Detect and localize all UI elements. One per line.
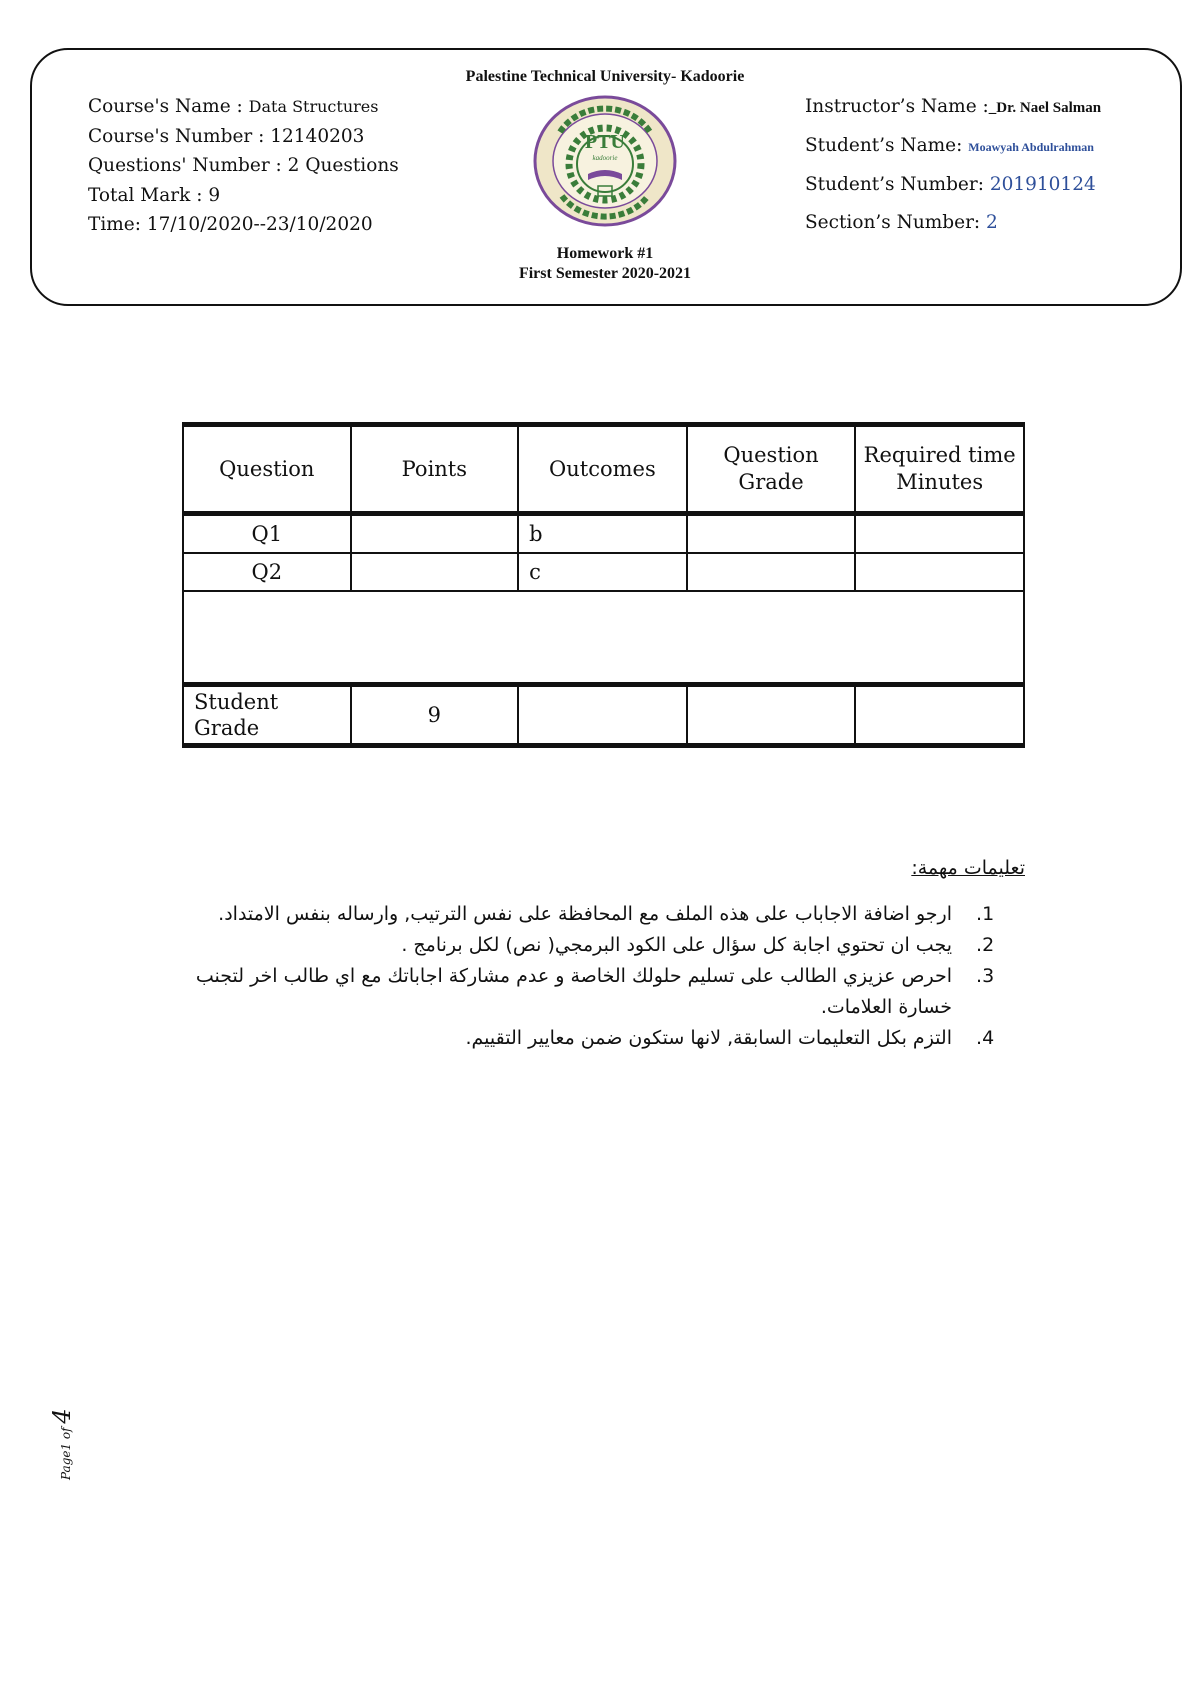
university-name: Palestine Technical University- Kadoorie [465,68,745,85]
time-cell[interactable] [855,514,1024,554]
total-pages: 4 [48,1408,76,1424]
logo-subtext: kadoorie [592,154,618,162]
questions-number: 2 Questions [287,155,399,176]
total-cell-empty [518,685,687,746]
questions-number-row [88,151,399,181]
total-mark: 9 [208,184,221,206]
semester: First Semester 2020-2021 [518,265,692,282]
grades-table [182,422,1025,748]
student-grade-label: Student Grade [183,685,351,746]
empty-cell [183,591,1024,685]
empty-row [183,591,1024,685]
table-header-row [183,425,1024,514]
student-name: Moawyah Abdulrahman [968,140,1094,154]
page-footer [48,1350,78,1480]
total-cell-empty [855,685,1024,746]
student-number-row [805,166,1101,204]
time-label: Time: [88,214,147,235]
course-name-row [88,92,399,122]
header-required-time: Required time Minutes [855,425,1024,514]
homework-title: Homework #1 [556,245,654,262]
section-number: 2 [986,212,998,233]
total-mark-label: Total Mark : [88,184,209,206]
student-info [805,88,1101,242]
instructor-label: Instructor’s Name : [805,96,989,117]
student-number-label: Student’s Number: [805,174,990,195]
question-cell: Q2 [183,553,351,591]
section-label: Section’s Number: [805,212,987,233]
time-cell[interactable] [855,553,1024,591]
student-name-row [805,127,1101,166]
page-label: Page1 of [59,1427,73,1480]
grade-cell[interactable] [687,514,856,554]
instruction-item: 4. التزم بكل التعليمات السابقة, لانها ستكون ضمن معايير التقييم. [195,1023,970,1054]
total-points: 9 [351,685,518,746]
course-number: 12140203 [270,125,365,147]
total-cell-empty [687,685,856,746]
homework-title-block [455,244,755,284]
header-outcomes: Outcomes [518,425,687,514]
questions-number-label: Questions' Number : [88,155,288,176]
instructions-list [195,899,1025,1054]
time-row [88,210,399,240]
header-points: Points [351,425,518,514]
logo-text: PTU [585,131,625,153]
total-row [183,685,1024,746]
points-cell[interactable] [351,553,518,591]
course-info [88,92,399,240]
question-cell: Q1 [183,514,351,554]
instructions-title: تعليمات مهمة: [911,857,1025,879]
time-value: 17/10/2020--23/10/2020 [146,214,373,235]
instruction-item: 2. يجب ان تحتوي اجابة كل سؤال على الكود البرمجي( نص) لكل برنامج . [195,930,970,961]
course-name: Data Structures [248,97,379,116]
table-row [183,553,1024,591]
student-name-label: Student’s Name: [805,135,969,156]
outcomes-cell: c [518,553,687,591]
table-row [183,514,1024,554]
instructions [195,857,1025,1054]
instruction-item: 1. ارجو اضافة الاجاباب على هذه الملف مع المحافظة على نفس الترتيب, وارساله بنفس الامتداد. [195,899,970,930]
total-mark-row [88,181,399,211]
header-question-grade: Question Grade [687,425,856,514]
course-number-label: Course's Number : [88,125,271,147]
instructor-row [805,88,1101,127]
points-cell[interactable] [351,514,518,554]
course-name-label: Course's Name : [88,96,249,117]
instructor-name: _Dr. Nael Salman [988,100,1102,116]
section-row [805,204,1101,242]
university-logo [530,92,680,230]
grade-cell[interactable] [687,553,856,591]
student-number: 201910124 [989,174,1096,195]
header-question: Question [183,425,351,514]
outcomes-cell: b [518,514,687,554]
course-number-row [88,122,399,152]
instruction-item: 3. احرص عزيزي الطالب على تسليم حلولك الخاصة و عدم مشاركة اجاباتك مع اي طالب اخر لتجنب خسارة العلامات. [195,961,970,1023]
